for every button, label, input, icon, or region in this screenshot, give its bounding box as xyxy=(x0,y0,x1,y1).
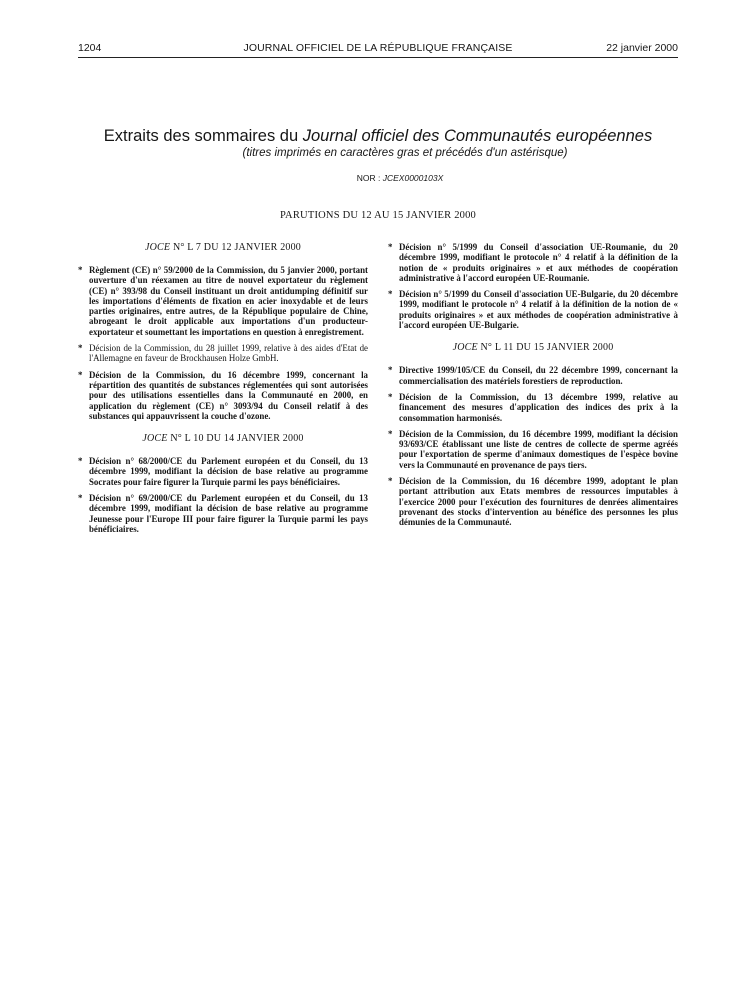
section-heading-text: N° L 11 DU 15 JANVIER 2000 xyxy=(480,342,614,354)
list-item-text: Décision de la Commission, du 16 décembre 1999, adoptant le plan portant attribution aux Etats membres de ressources imputables à l'exercice 2000 pour l'exécution des fournitures de denrées alimentaires provenant des stocks d'intervention au bénéfice des personnes les plus démunies de la Communauté. xyxy=(399,476,678,528)
nor-label: NOR : xyxy=(356,173,381,183)
list-item xyxy=(388,429,678,470)
list-item xyxy=(78,370,368,421)
list-item xyxy=(388,365,678,386)
title-italic: Journal officiel des Communautés européennes xyxy=(302,127,653,145)
section-heading xyxy=(78,242,368,253)
page-header xyxy=(78,42,678,56)
joce-label: JOCE xyxy=(452,342,478,354)
page-number: 1204 xyxy=(78,42,102,54)
page-title xyxy=(78,126,678,146)
list-item xyxy=(388,289,678,330)
asterisk-marker: * xyxy=(78,369,83,380)
section-heading xyxy=(78,433,368,444)
nor-reference xyxy=(280,173,520,183)
section-heading xyxy=(388,342,678,353)
list-item-text: Décision n° 5/1999 du Conseil d'association UE-Bulgarie, du 20 décembre 1999, modifiant le protocole n° 4 relatif à la définition de la notion de « produits originaires » et aux méthodes de coopération administrative à l'accord européen UE-Bulgarie. xyxy=(399,289,678,331)
asterisk-marker: * xyxy=(78,493,83,504)
joce-label: JOCE xyxy=(142,433,168,445)
section-heading-text: N° L 7 DU 12 JANVIER 2000 xyxy=(172,242,302,253)
list-item xyxy=(78,456,368,487)
list-item-text: Décision de la Commission, du 28 juillet 1999, relative à des aides d'Etat de l'Allemagne en faveur de Brockhausen Holze GmbH. xyxy=(89,343,368,364)
list-item-text: Décision de la Commission, du 16 décembre 1999, modifiant la décision 93/693/CE établissant une liste de centres de collecte de sperme agréés pour l'exportation de sperme d'animaux domestiques de l'espèce bovine vers la Communauté en provenance de pays tiers. xyxy=(399,428,678,470)
list-item xyxy=(78,265,368,337)
parutions-heading: PARUTIONS DU 12 AU 15 JANVIER 2000 xyxy=(279,210,476,221)
list-item xyxy=(78,343,368,364)
asterisk-marker: * xyxy=(388,476,393,487)
list-item xyxy=(388,392,678,423)
left-column xyxy=(78,240,368,540)
right-column xyxy=(388,242,678,534)
header-rule xyxy=(78,57,678,58)
list-item xyxy=(388,476,678,527)
list-item-text: Décision n° 69/2000/CE du Parlement européen et du Conseil, du 13 décembre 1999, modifiant la décision de base relative au programme Jeunesse pour l'Europe III pour faire figurer la Turquie parmi les pays bénéficiaires. xyxy=(89,493,368,534)
joce-label: JOCE xyxy=(144,242,171,253)
page-subtitle: (titres imprimés en caractères gras et précédés d'un astérisque) xyxy=(242,147,568,159)
asterisk-marker: * xyxy=(388,428,393,439)
header-date: 22 janvier 2000 xyxy=(606,42,678,54)
asterisk-marker: * xyxy=(388,391,393,402)
list-item-text: Directive 1999/105/CE du Conseil, du 22 décembre 1999, concernant la commercialisation des matériels forestiers de reproduction. xyxy=(399,365,678,386)
asterisk-marker: * xyxy=(388,365,393,376)
list-item-text: Décision de la Commission, du 13 décembre 1999, relative au financement des mesures d'application des indices des prix à la consommation harmonisés. xyxy=(399,391,678,423)
list-item xyxy=(388,242,678,283)
list-item-text: Décision n° 68/2000/CE du Parlement européen et du Conseil, du 13 décembre 1999, modifiant la décision de base relative au programme Socrates pour faire figurer la Turquie parmi les pays bénéficiaires. xyxy=(89,456,368,487)
nor-code: JCEX0000103X xyxy=(382,173,444,183)
journal-title: JOURNAL OFFICIEL DE LA RÉPUBLIQUE FRANÇAISE xyxy=(243,42,513,54)
list-item xyxy=(78,493,368,534)
asterisk-marker: * xyxy=(78,456,83,467)
asterisk-marker: * xyxy=(78,343,83,354)
list-item-text: Règlement (CE) n° 59/2000 de la Commission, du 5 janvier 2000, portant ouverture d'un réexamen au titre de nouvel exportateur du règlement (CE) n° 393/98 du Conseil instituant un droit antidumping définitif sur les importations d'éléments de fixation en acier inoxydable et de leurs parties originaires, entre autres, de la République populaire de Chine, abrogeant le droit applicable aux importations d'un producteur-exportateur et soumettant les importations en question à enregistrement. xyxy=(89,265,368,337)
section-heading-text: N° L 10 DU 14 JANVIER 2000 xyxy=(170,433,304,445)
title-prefix: Extraits des sommaires du xyxy=(103,127,303,145)
list-item-text: Décision n° 5/1999 du Conseil d'association UE-Roumanie, du 20 décembre 1999, modifiant le protocole n° 4 relatif à la définition de la notion de « produits originaires » et aux méthodes de coopération administrative à l'accord européen UE-Roumanie. xyxy=(399,242,678,283)
asterisk-marker: * xyxy=(78,265,83,275)
asterisk-marker: * xyxy=(388,289,393,300)
list-item-text: Décision de la Commission, du 16 décembre 1999, concernant la répartition des quantités de substances réglementées qui sont autorisées pour des utilisations essentielles dans la Communauté en 2000, en application du règlement (CE) n° 3093/94 du Conseil relatif à des substances qui appauvrissent la couche d'ozone. xyxy=(89,369,368,421)
asterisk-marker: * xyxy=(388,242,393,252)
